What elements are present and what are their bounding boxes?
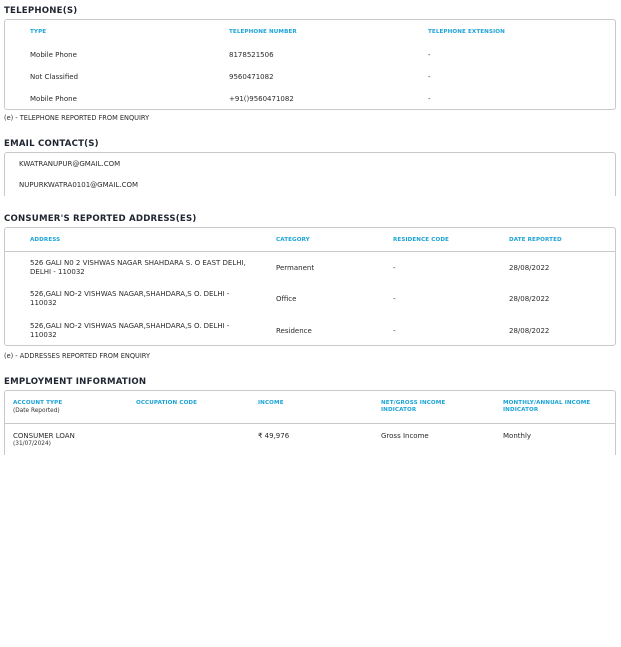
employment-row-net-gross: Gross Income (381, 432, 429, 440)
telephones-note: (e) - TELEPHONE REPORTED FROM ENQUIRY (4, 114, 150, 122)
emails-title: EMAIL CONTACT(S) (4, 139, 99, 149)
telephone-row-2-type: Not Classified (30, 73, 79, 81)
addresses-header-residence-code: RESIDENCE CODE (393, 237, 449, 243)
employment-title: EMPLOYMENT INFORMATION (4, 377, 147, 387)
telephone-row-3-number: +91()9560471082 (229, 95, 294, 103)
address-row-3-category: Residence (276, 327, 312, 335)
employment-row-date-reported: (31/07/2024) (13, 441, 51, 447)
emails-list (4, 152, 616, 196)
addresses-header-category: CATEGORY (276, 237, 310, 243)
employment-table (4, 390, 616, 455)
telephone-row-2-extension: - (428, 73, 431, 81)
address-row-1-address: 526 GALI N0 2 VISHWAS NAGAR SHAHDARA S. O EAST DELHI, DELHI - 110032 (30, 259, 246, 276)
address-row-2-address: 526,GALI NO-2 VISHWAS NAGAR,SHAHDARA,S O. DELHI - 110032 (30, 290, 230, 307)
employment-row-account-type: CONSUMER LOAN (13, 432, 75, 440)
telephone-row-1-number: 8178521506 (229, 51, 274, 59)
address-row-2-residence-code: - (393, 295, 396, 303)
employment-header-account-type: ACCOUNT TYPE (13, 400, 63, 406)
employment-header-divider (5, 423, 615, 424)
addresses-header-divider (5, 251, 615, 252)
email-item: KWATRANUPUR@GMAIL.COM (19, 160, 121, 168)
employment-row-income: ₹ 49,976 (258, 432, 290, 440)
employment-header-occupation: OCCUPATION CODE (136, 400, 198, 406)
telephone-row-1-extension: - (428, 51, 431, 59)
employment-header-income: INCOME (258, 400, 284, 406)
address-row-2-category: Office (276, 295, 297, 303)
telephones-header-extension: TELEPHONE EXTENSION (428, 29, 505, 35)
telephones-table (4, 19, 616, 110)
employment-row-monthly-annual: Monthly (503, 432, 532, 440)
address-row-3-address: 526,GALI NO-2 VISHWAS NAGAR,SHAHDARA,S O. DELHI - 110032 (30, 322, 230, 339)
addresses-table (4, 227, 616, 346)
telephone-row-3-extension: - (428, 95, 431, 103)
telephones-header-type: TYPE (30, 29, 47, 35)
addresses-title: CONSUMER'S REPORTED ADDRESS(ES) (4, 214, 197, 224)
address-row-3-date: 28/08/2022 (509, 327, 550, 335)
telephone-row-2-number: 9560471082 (229, 73, 274, 81)
address-row-2-date: 28/08/2022 (509, 295, 550, 303)
telephone-row-3-type: Mobile Phone (30, 95, 77, 103)
address-row-1-category: Permanent (276, 264, 315, 272)
employment-header-monthly-annual: MONTHLY/ANNUAL INCOME INDICATOR (503, 400, 591, 413)
addresses-note: (e) - ADDRESSES REPORTED FROM ENQUIRY (4, 352, 150, 360)
addresses-header-date: DATE REPORTED (509, 237, 562, 243)
address-row-1-residence-code: - (393, 264, 396, 272)
email-item: NUPURKWATRA0101@GMAIL.COM (19, 181, 139, 189)
address-row-1-date: 28/08/2022 (509, 264, 550, 272)
addresses-header-address: ADDRESS (30, 237, 61, 243)
telephone-row-1-type: Mobile Phone (30, 51, 77, 59)
telephones-header-number: TELEPHONE NUMBER (229, 29, 297, 35)
address-row-3-residence-code: - (393, 327, 396, 335)
employment-header-net-gross: NET/GROSS INCOME INDICATOR (381, 400, 446, 413)
employment-header-date-reported: (Date Reported) (13, 408, 60, 414)
telephones-title: TELEPHONE(S) (4, 6, 78, 16)
